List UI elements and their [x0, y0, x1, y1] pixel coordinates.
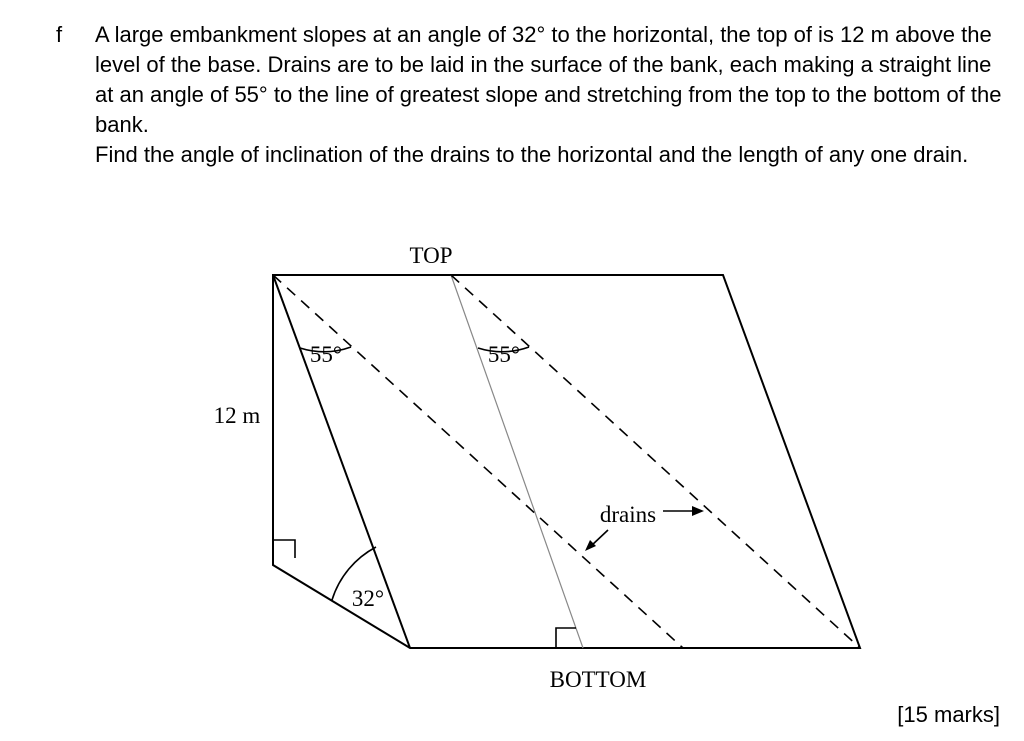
angle-label-55-right: 55°: [487, 342, 521, 367]
middle-slope-line: [451, 275, 583, 648]
height-label: 12 m: [213, 403, 261, 428]
question-letter: f: [56, 22, 63, 47]
bottom-label: BOTTOM: [549, 667, 647, 692]
right-angle-mark-bottom: [556, 628, 576, 648]
marks-label: [15 marks]: [897, 702, 1000, 727]
right-angle-mark-left: [273, 540, 295, 558]
arrow-head-left: [585, 540, 596, 551]
greatest-slope-line: [273, 275, 410, 648]
question-paragraph-1: A large embankment slopes at an angle of 32° to the horizontal, the top of is 12 m above the level of the base. Drains are to be laid in the surface of the bank, each making a straight line at an angle of 55° to the line of greatest slope and stretching from the top to the bottom of the bank.: [95, 22, 1002, 137]
arrow-head-right: [692, 506, 704, 516]
angle-label-55-left: 55°: [309, 342, 343, 367]
angle-label-32: 32°: [351, 586, 385, 611]
top-label: TOP: [409, 243, 453, 268]
drains-label: drains: [599, 502, 657, 527]
question-paragraph-2: Find the angle of inclination of the drains to the horizontal and the length of any one drain.: [95, 142, 969, 167]
drain-line-2: [451, 275, 860, 648]
